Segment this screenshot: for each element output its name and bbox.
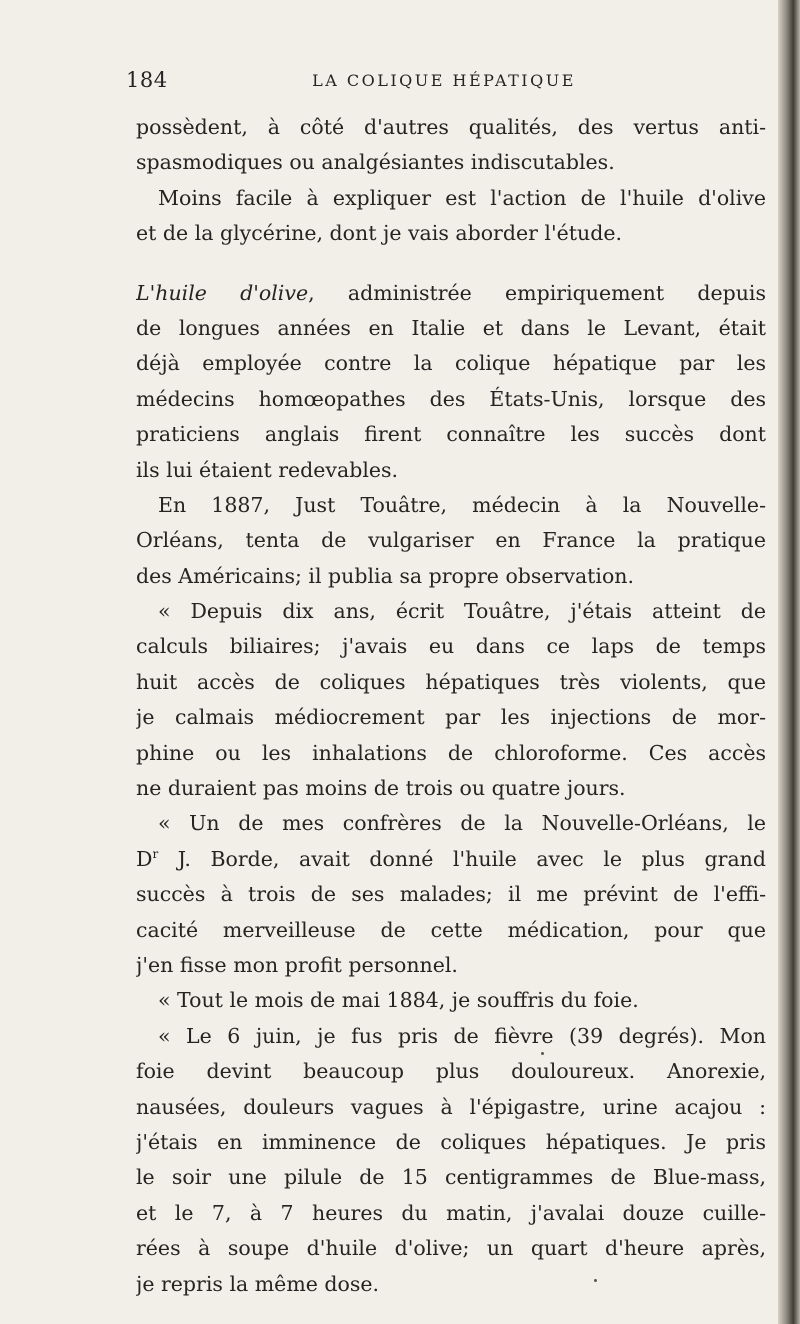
text-line: calculs biliaires; j'avais eu dans ce laps de temps <box>136 634 766 659</box>
body-text <box>136 110 766 1302</box>
ink-speck <box>594 1279 597 1282</box>
text-line: cacité merveilleuse de cette médication, pour que <box>136 917 766 942</box>
text-line: « Tout le mois de mai 1884, je souffris du foie. <box>158 988 639 1013</box>
text-line: j'en fisse mon profit personnel. <box>136 952 458 977</box>
text-line: L'huile d'olive, administrée empiriquement depuis <box>136 280 766 305</box>
text-line: rées à soupe d'huile d'olive; un quart d'heure après, <box>136 1236 766 1261</box>
text-line: ils lui étaient redevables. <box>136 457 399 482</box>
text-line: des Américains; il publia sa propre observation. <box>136 563 635 588</box>
text-line: « Le 6 juin, je fus pris de fièvre (39 degrés). Mon <box>158 1023 766 1048</box>
text-line: de longues années en Italie et dans le Levant, était <box>136 315 766 340</box>
text-line: Moins facile à expliquer est l'action de l'huile d'olive <box>158 185 766 210</box>
text-line: praticiens anglais firent connaître les succès dont <box>136 422 766 447</box>
text-line: phine ou les inhalations de chloroforme. Ces accès <box>136 740 766 765</box>
ink-speck <box>541 1052 544 1055</box>
running-title: LA COLIQUE HÉPATIQUE <box>312 71 576 90</box>
text-line: et le 7, à 7 heures du matin, j'avalai douze cuille- <box>136 1200 766 1225</box>
text-line: je calmais médiocrement par les injections de mor- <box>136 705 766 730</box>
text-line: succès à trois de ses malades; il me prévint de l'effi- <box>136 882 766 907</box>
text-line: Orléans, tenta de vulgariser en France la pratique <box>136 528 766 553</box>
text-line: « Depuis dix ans, écrit Touâtre, j'étais atteint de <box>158 599 766 624</box>
text-line: et de la glycérine, dont je vais aborder l'étude. <box>136 221 622 246</box>
page-number: 184 <box>126 68 168 92</box>
text-line: médecins homœopathes des États-Unis, lorsque des <box>136 386 766 411</box>
text-line: $D^r$ J. Borde, avait donné l'huile avec le plus grand <box>136 846 766 871</box>
page-edge-shadow <box>778 0 800 1324</box>
italic-lead: L'huile d'olive <box>136 280 309 305</box>
text-line: possèdent, à côté d'autres qualités, des vertus anti- <box>136 115 766 139</box>
text-line: foie devint beaucoup plus douloureux. Anorexie, <box>136 1059 766 1084</box>
text-line: spasmodiques ou analgésiantes indiscutables. <box>136 150 615 175</box>
text-line: le soir une pilule de 15 centigrammes de Blue-mass, <box>136 1165 766 1190</box>
text-line: je repris la même dose. <box>136 1271 380 1296</box>
text-line: « Un de mes confrères de la Nouvelle-Orléans, le <box>158 811 766 836</box>
text-line: nausées, douleurs vagues à l'épigastre, urine acajou : <box>136 1094 766 1119</box>
text-line: huit accès de coliques hépatiques très violents, que <box>136 669 766 694</box>
page-header <box>126 68 762 98</box>
text-line: ne duraient pas moins de trois ou quatre jours. <box>136 776 626 801</box>
text-line: En 1887, Just Touâtre, médecin à la Nouvelle- <box>158 492 766 517</box>
text-line: j'étais en imminence de coliques hépatiques. Je pris <box>136 1129 766 1154</box>
paragraph-gap <box>136 252 766 276</box>
text-line: déjà employée contre la colique hépatique par les <box>136 351 766 376</box>
